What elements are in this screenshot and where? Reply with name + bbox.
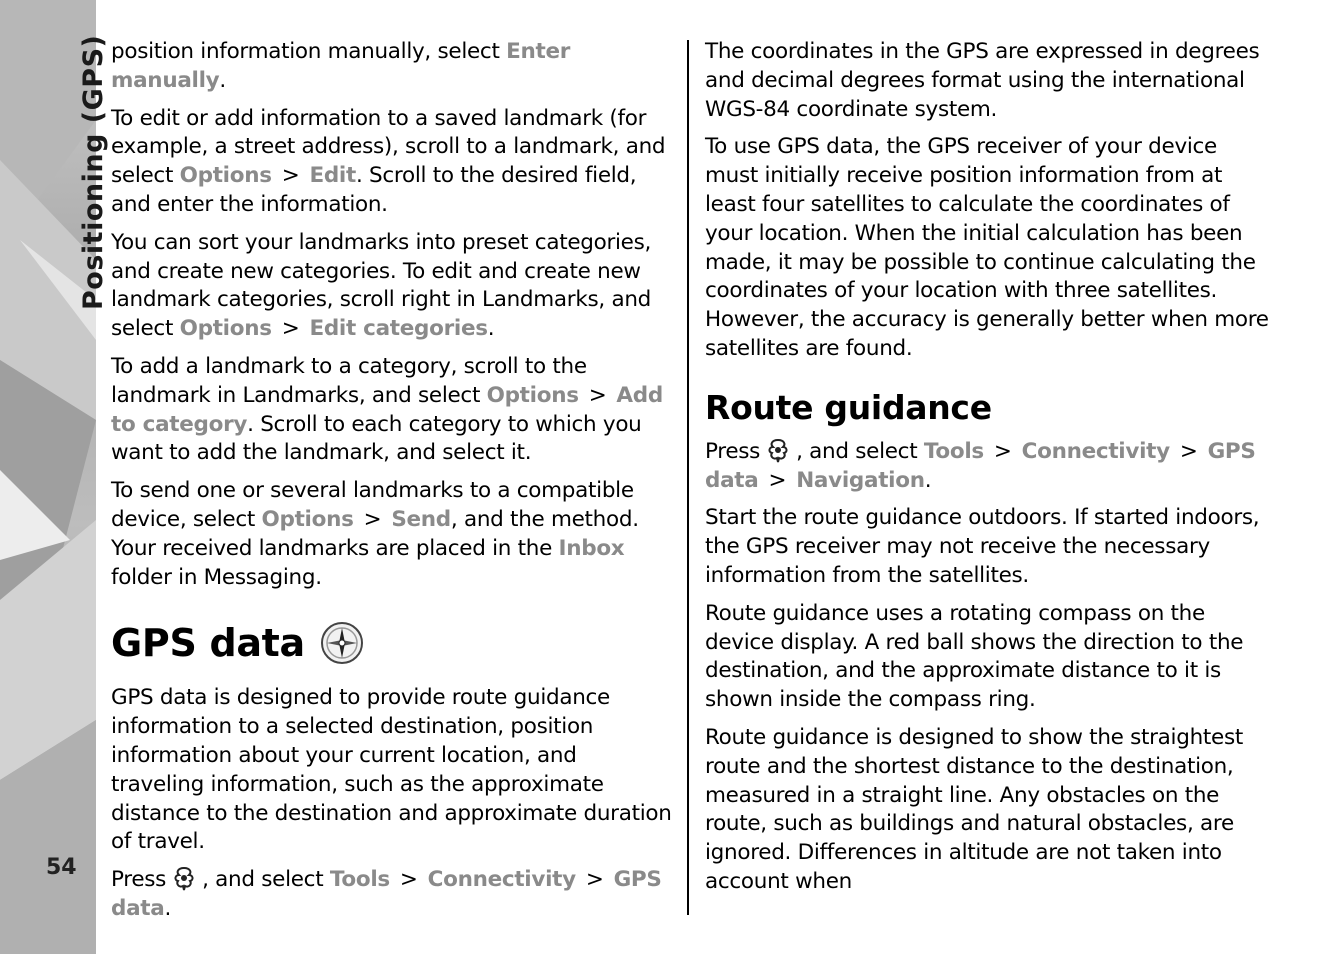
- ui-term-options: Options: [261, 506, 354, 532]
- menu-separator: >: [1179, 438, 1198, 464]
- menu-key-icon: [170, 866, 198, 892]
- paragraph: [111, 477, 675, 592]
- text: folder in Messaging.: [111, 564, 322, 590]
- text: position information manually, select: [111, 39, 507, 64]
- ui-term-inbox: Inbox: [558, 535, 625, 561]
- right-column: [705, 38, 1269, 906]
- heading-text: GPS data: [111, 621, 305, 666]
- text: . Scroll to the desired field, and enter the information.: [111, 163, 637, 217]
- ui-term-tools: Tools: [923, 438, 984, 464]
- menu-key-icon: [764, 438, 792, 464]
- menu-separator: >: [399, 867, 418, 893]
- text: To edit or add information to a saved landmark (for example, a street address), scroll to a landmark, and select: [111, 105, 666, 189]
- paragraph: The coordinates in the GPS are expressed in degrees and decimal degrees format using the international WGS-84 coordinate system.: [705, 39, 1260, 122]
- column-divider: [687, 40, 689, 915]
- heading-gps-data: [111, 620, 675, 666]
- text: Press: [111, 867, 167, 893]
- text: To add a landmark to a category, scroll to the landmark in Landmarks, and select: [111, 353, 587, 408]
- menu-separator: >: [585, 867, 604, 893]
- ui-term-tools: Tools: [329, 867, 390, 893]
- text: Press: [705, 438, 761, 464]
- paragraph: [111, 866, 675, 924]
- menu-separator: >: [281, 163, 300, 189]
- text: .: [219, 67, 226, 93]
- ui-term-edit-categories: Edit categories: [309, 316, 488, 342]
- text: To send one or several landmarks to a compatible device, select: [111, 478, 634, 532]
- paragraph: [111, 38, 675, 96]
- text: , and select: [202, 867, 330, 893]
- text: , and select: [796, 438, 924, 464]
- menu-separator: >: [363, 506, 382, 532]
- menu-separator: >: [588, 382, 607, 408]
- sidebar: [0, 0, 109, 954]
- paragraph: Start the route guidance outdoors. If started indoors, the GPS receiver may not receive the necessary information from the satellites.: [705, 505, 1260, 588]
- paragraph: [705, 438, 1269, 496]
- ui-term-options: Options: [179, 316, 272, 342]
- text: . Scroll to each category to which you want to add the landmark, and select it.: [111, 411, 642, 466]
- section-title: Positioning (GPS): [78, 34, 109, 310]
- gps-compass-icon: [319, 620, 365, 666]
- ui-term-send: Send: [391, 506, 451, 532]
- paragraph: [111, 105, 675, 220]
- ui-term-options: Options: [486, 382, 579, 408]
- ui-term-connectivity: Connectivity: [427, 867, 576, 893]
- paragraph: Route guidance uses a rotating compass on the device display. A red ball shows the direction to the destination, and the approximate distance to it is shown inside the compass ring.: [705, 600, 1244, 713]
- text: .: [487, 316, 495, 342]
- text: You can sort your landmarks into preset categories, and create new categories. To edit and create new landmark categories, scroll right in Landmarks, and select: [111, 229, 652, 342]
- ui-term-enter-manually: Enter manually: [111, 39, 571, 93]
- text: .: [164, 895, 172, 921]
- ui-term-gps-data: GPS data: [111, 867, 662, 921]
- left-column: [111, 38, 675, 933]
- heading-route-guidance: Route guidance: [705, 387, 992, 427]
- ui-term-edit: Edit: [309, 163, 356, 189]
- menu-separator: >: [768, 467, 787, 493]
- ui-term-connectivity: Connectivity: [1021, 438, 1170, 464]
- paragraph: [111, 353, 675, 468]
- text: , and the method. Your received landmarks are placed in the: [111, 506, 639, 561]
- paragraph: GPS data is designed to provide route guidance information to a selected destination, position information about your current location, and traveling information, such as the approximate distance to the destination and approximate duration of travel.: [111, 685, 672, 855]
- text: .: [924, 467, 932, 493]
- menu-separator: >: [281, 316, 300, 342]
- menu-separator: >: [993, 438, 1012, 464]
- paragraph: [111, 229, 675, 344]
- ui-term-add-to-category: Add to category: [111, 382, 663, 437]
- ui-term-navigation: Navigation: [796, 467, 925, 493]
- paragraph: To use GPS data, the GPS receiver of your device must initially receive position information from at least four satellites to calculate the coordinates of your location. When the initial calculation has been made, it may be possible to continue calculating the coordinates of your location with three satellites. However, the accuracy is generally better when more satellites are found.: [705, 134, 1269, 361]
- paragraph: Route guidance is designed to show the straightest route and the shortest distance to the destination, measured in a straight line. Any obstacles on the route, such as buildings and natural obstacles, are ignored. Differences in altitude are not taken into account when: [705, 724, 1243, 894]
- ui-term-gps-data: GPS data: [705, 438, 1256, 493]
- ui-term-options: Options: [179, 163, 272, 189]
- page-number: 54: [46, 855, 77, 880]
